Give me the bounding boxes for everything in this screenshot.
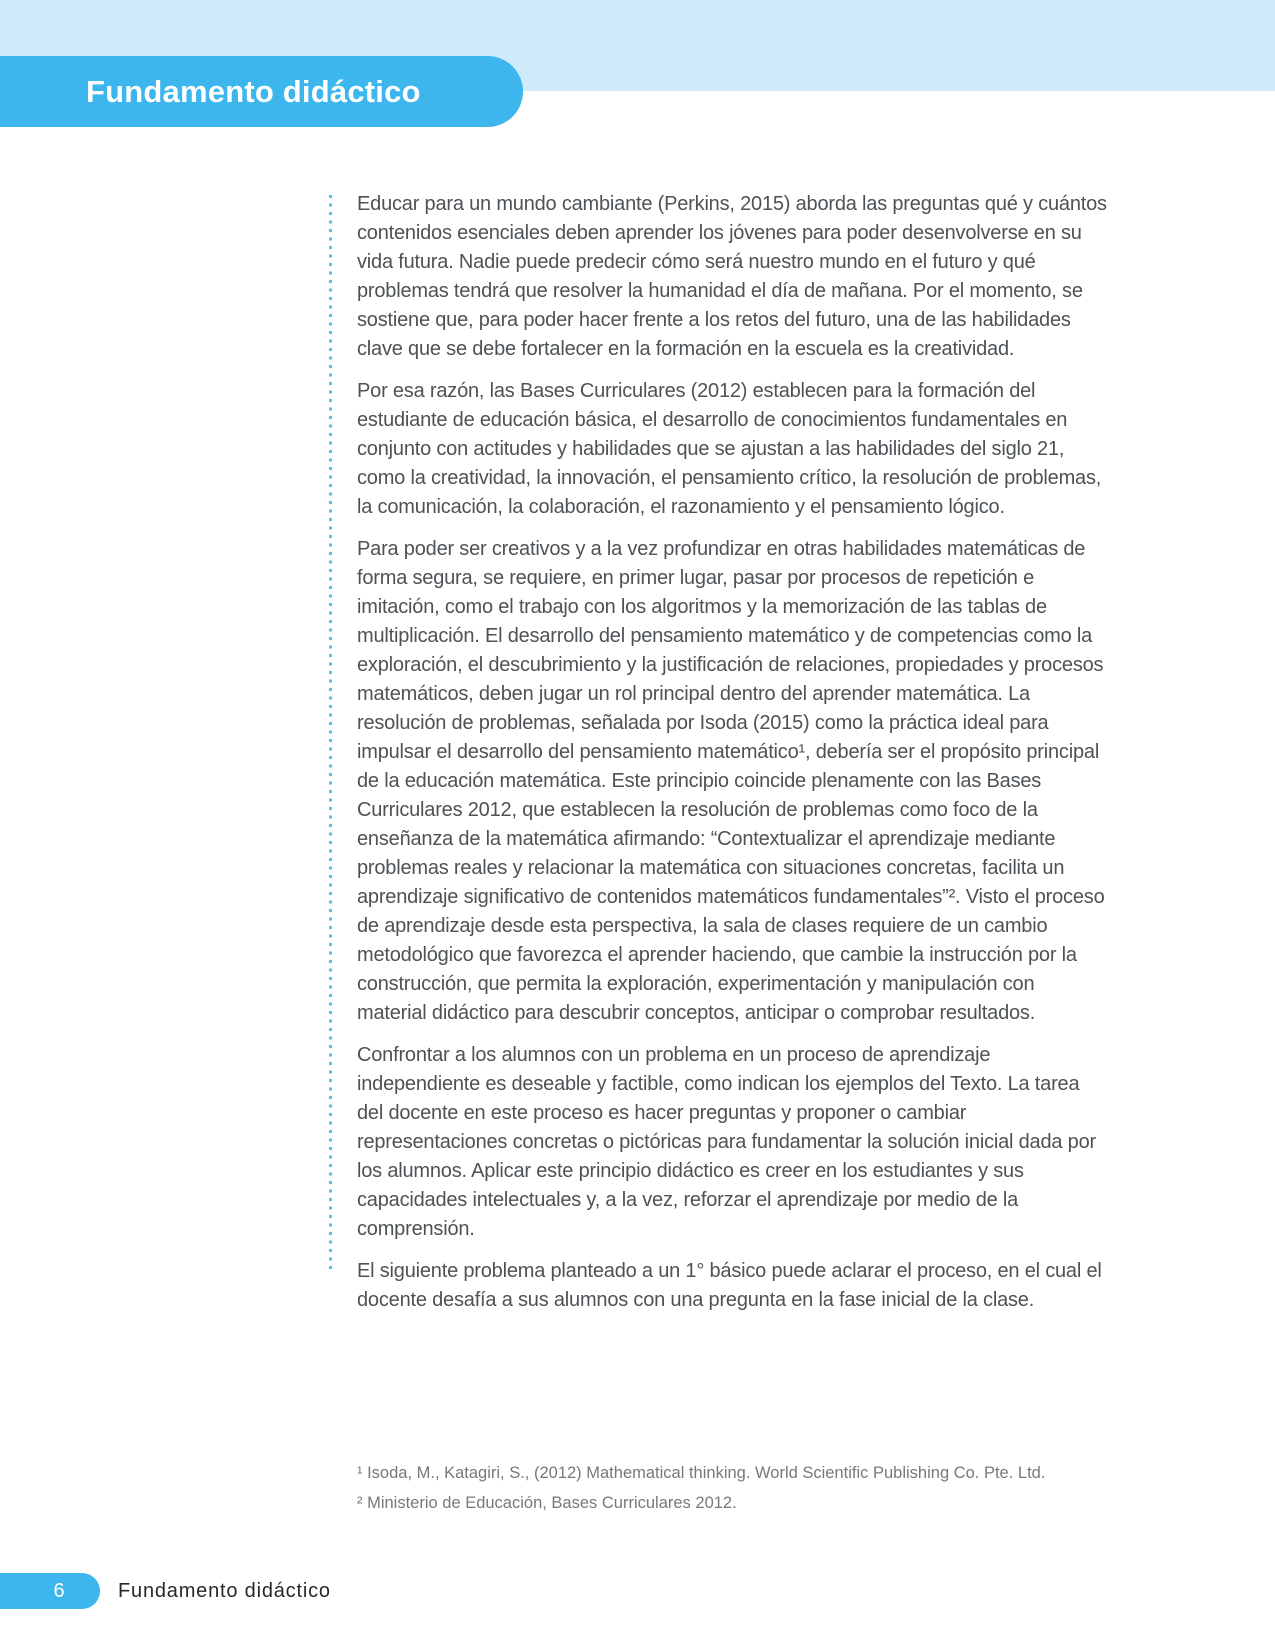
- body-paragraph: Confrontar a los alumnos con un problema en un proceso de aprendizaje independiente es deseable y factible, como indican los ejemplos del Texto. La tarea del docente en este proceso es hacer preguntas y proponer o cambiar representaciones concretas o pictóricas para fundamentar la solución inicial dada por los alumnos. Aplicar este principio didáctico es creer en los estudiantes y sus capacidades intelectuales y, a la vez, reforzar el aprendizaje por medio de la comprensión.: [357, 1044, 1096, 1240]
- footnote: ¹ Isoda, M., Katagiri, S., (2012) Mathematical thinking. World Scientific Publishing Co. Pte. Ltd.: [357, 1464, 1046, 1482]
- body-text-column: [357, 190, 1107, 1328]
- body-paragraph: Para poder ser creativos y a la vez profundizar en otras habilidades matemáticas de forma segura, se requiere, en primer lugar, pasar por procesos de repetición e imitación, como el trabajo con los algoritmos y la memorización de las tablas de multiplicación. El desarrollo del pensamiento matemático y de competencias como la exploración, el descubrimiento y la justificación de relaciones, propiedades y procesos matemáticos, deben jugar un rol principal dentro del aprender matemática. La resolución de problemas, señalada por Isoda (2015) como la práctica ideal para impulsar el desarrollo del pensamiento matemático¹, debería ser el propósito principal de la educación matemática. Este principio coincide plenamente con las Bases Curriculares 2012, que establecen la resolución de problemas como foco de la enseñanza de la matemática afirmando: “Contextualizar el aprendizaje mediante problemas reales y relacionar la matemática con situaciones concretas, facilita un aprendizaje significativo de contenidos matemáticos fundamentales”². Visto el proceso de aprendizaje desde esta perspectiva, la sala de clases requiere de un cambio metodológico que favorezca el aprender haciendo, que cambie la instrucción por la construcción, que permita la exploración, experimentación y manipulación con material didáctico para descubrir conceptos, anticipar o comprobar resultados.: [357, 538, 1105, 1024]
- section-title-banner: [0, 56, 523, 127]
- dotted-divider: [329, 195, 332, 1270]
- footnote: ² Ministerio de Educación, Bases Curriculares 2012.: [357, 1494, 737, 1512]
- body-paragraph: Educar para un mundo cambiante (Perkins, 2015) aborda las preguntas qué y cuántos contenidos esenciales deben aprender los jóvenes para poder desenvolverse en su vida futura. Nadie puede predecir cómo será nuestro mundo en el futuro y qué problemas tendrá que resolver la humanidad el día de mañana. Por el momento, se sostiene que, para poder hacer frente a los retos del futuro, una de las habilidades clave que se debe fortalecer en la formación en la escuela es la creatividad.: [357, 193, 1107, 360]
- body-paragraph: Por esa razón, las Bases Curriculares (2012) establecen para la formación del estudiante de educación básica, el desarrollo de conocimientos fundamentales en conjunto con actitudes y habilidades que se ajustan a las habilidades del siglo 21, como la creatividad, la innovación, el pensamiento crítico, la resolución de problemas, la comunicación, la colaboración, el razonamiento y el pensamiento lógico.: [357, 380, 1102, 518]
- page-title: Fundamento didáctico: [86, 73, 421, 109]
- footer-section-label: Fundamento didáctico: [118, 1579, 331, 1602]
- page-number: 6: [53, 1579, 65, 1602]
- footnotes: [357, 1458, 1107, 1518]
- body-paragraph: El siguiente problema planteado a un 1° básico puede aclarar el proceso, en el cual el docente desafía a sus alumnos con una pregunta en la fase inicial de la clase.: [357, 1260, 1102, 1311]
- page-number-badge: [0, 1573, 100, 1609]
